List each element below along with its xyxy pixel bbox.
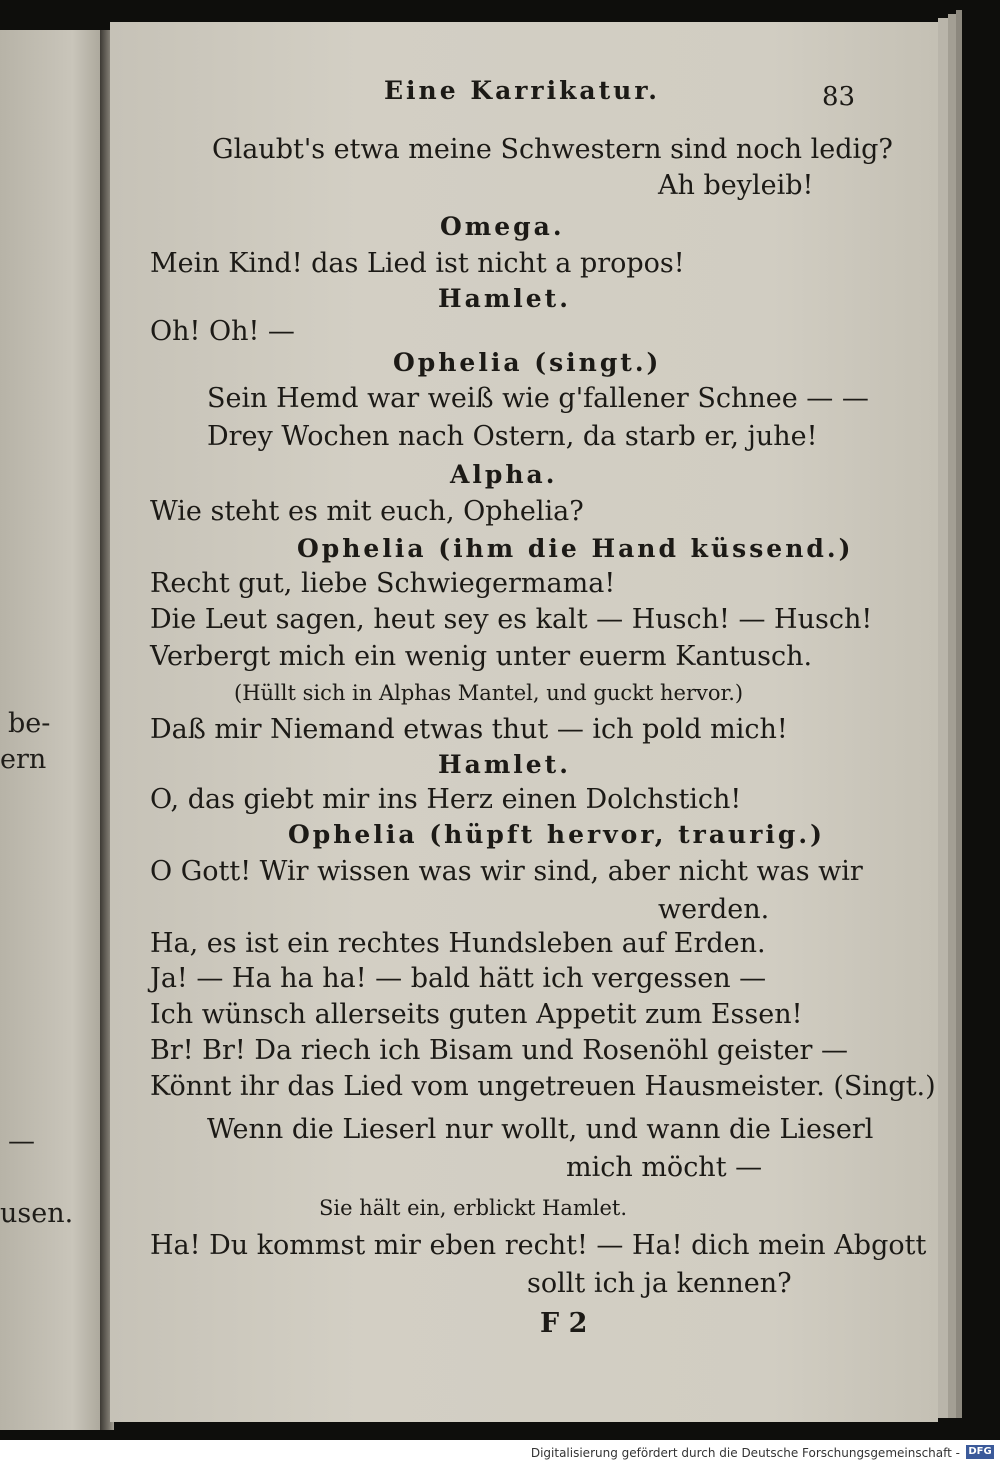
verse-line: sollt ich ja kennen? — [527, 1268, 792, 1299]
verse-line: Daß mir Niemand etwas thut — ich pold mich! — [150, 714, 788, 745]
speaker-name: Hamlet. — [438, 750, 571, 779]
page-edge — [938, 18, 948, 1418]
verse-line: Ah beyleib! — [658, 170, 814, 201]
stage-direction: Sie hält ein, erblickt Hamlet. — [319, 1196, 628, 1220]
verse-line: Sein Hemd war weiß wie g'fallener Schnee — — — [207, 383, 869, 414]
verse-line: Glaubt's etwa meine Schwestern sind noch ledig? — [212, 134, 893, 165]
running-head: Eine Karrikatur. — [384, 76, 660, 105]
verse-line: Recht gut, liebe Schwiegermama! — [150, 568, 616, 599]
speaker-name: Hamlet. — [438, 284, 571, 313]
signature-mark: F 2 — [540, 1308, 588, 1339]
verse-line: O Gott! Wir wissen was wir sind, aber nicht was wir — [150, 856, 863, 887]
page-edge — [948, 14, 956, 1418]
left-page-fragment: usen. — [0, 1198, 74, 1229]
left-page — [0, 30, 104, 1430]
verse-line: Verbergt mich ein wenig unter euerm Kantusch. — [150, 641, 813, 672]
verse-line: Mein Kind! das Lied ist nicht a propos! — [150, 248, 685, 279]
left-page-fragment: be- — [8, 708, 51, 739]
speaker-name: Ophelia (singt.) — [393, 348, 662, 377]
dfg-logo-icon: DFG — [966, 1445, 994, 1459]
verse-line: werden. — [658, 894, 770, 925]
verse-line: mich möcht — — [566, 1152, 763, 1183]
verse-line: Könnt ihr das Lied vom ungetreuen Hausmeister. (Singt.) — [150, 1071, 936, 1102]
verse-line: Die Leut sagen, heut sey es kalt — Husch! — Husch! — [150, 604, 873, 635]
footer-bar — [0, 1440, 1000, 1465]
verse-line: Ha! Du kommst mir eben recht! — Ha! dich mein Abgott — [150, 1230, 927, 1261]
page-edge — [956, 10, 962, 1418]
speaker-name: Alpha. — [450, 460, 558, 489]
footer-credit: Digitalisierung gefördert durch die Deutsche Forschungsgemeinschaft - — [530, 1446, 960, 1460]
left-page-fragment: — — [8, 1126, 35, 1157]
verse-line: Wie steht es mit euch, Ophelia? — [150, 496, 584, 527]
verse-line: Br! Br! Da riech ich Bisam und Rosenöhl geister — — [150, 1035, 849, 1066]
stage-direction: (Hüllt sich in Alphas Mantel, und guckt hervor.) — [234, 681, 744, 705]
verse-line: Wenn die Lieserl nur wollt, und wann die Lieserl — [207, 1114, 874, 1145]
verse-line: Ha, es ist ein rechtes Hundsleben auf Erden. — [150, 928, 766, 959]
speaker-name: Omega. — [440, 212, 565, 241]
speaker-name: Ophelia (ihm die Hand küssend.) — [297, 534, 854, 563]
page-number: 83 — [822, 82, 856, 112]
verse-line: O, das giebt mir ins Herz einen Dolchstich! — [150, 784, 742, 815]
left-page-fragment: ern — [0, 744, 47, 775]
verse-line: Ja! — Ha ha ha! — bald hätt ich vergessen — — [150, 963, 767, 994]
verse-line: Ich wünsch allerseits guten Appetit zum Essen! — [150, 999, 803, 1030]
verse-line: Oh! Oh! — — [150, 316, 295, 347]
speaker-name: Ophelia (hüpft hervor, traurig.) — [288, 820, 825, 849]
verse-line: Drey Wochen nach Ostern, da starb er, juhe! — [207, 421, 818, 452]
